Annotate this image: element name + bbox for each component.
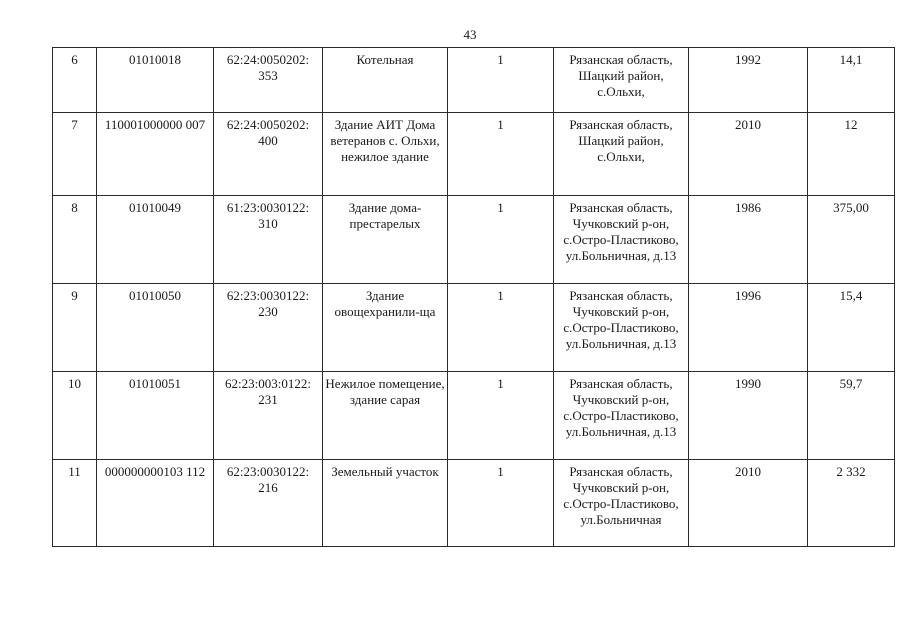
year: 2010 — [689, 113, 808, 196]
year: 1990 — [689, 372, 808, 460]
address: Рязанская область, Чучковский р-он, с.Остро-Пластиково, ул.Больничная, д.13 — [554, 196, 689, 284]
area: 2 332 — [808, 460, 895, 547]
year: 2010 — [689, 460, 808, 547]
property-registry-table — [52, 47, 895, 547]
cadastral-number: 62:24:0050202: 353 — [214, 48, 323, 113]
table-row — [53, 48, 895, 113]
quantity: 1 — [448, 372, 554, 460]
quantity: 1 — [448, 196, 554, 284]
address: Рязанская область, Чучковский р-он, с.Остро-Пластиково, ул.Больничная, д.13 — [554, 372, 689, 460]
table-row — [53, 196, 895, 284]
inventory-number: 110001000000 007 — [97, 113, 214, 196]
object-name: Земельный участок — [323, 460, 448, 547]
address: Рязанская область, Шацкий район, с.Ольхи, — [554, 48, 689, 113]
cadastral-number: 61:23:0030122: 310 — [214, 196, 323, 284]
area: 15,4 — [808, 284, 895, 372]
address: Рязанская область, Шацкий район, с.Ольхи, — [554, 113, 689, 196]
row-number: 8 — [53, 196, 97, 284]
area: 14,1 — [808, 48, 895, 113]
table-row — [53, 113, 895, 196]
year: 1992 — [689, 48, 808, 113]
area: 12 — [808, 113, 895, 196]
row-number: 6 — [53, 48, 97, 113]
quantity: 1 — [448, 113, 554, 196]
row-number: 7 — [53, 113, 97, 196]
object-name: Нежилое помещение, здание сарая — [323, 372, 448, 460]
inventory-number: 01010050 — [97, 284, 214, 372]
area: 375,00 — [808, 196, 895, 284]
inventory-number: 000000000103 112 — [97, 460, 214, 547]
inventory-number: 01010051 — [97, 372, 214, 460]
area: 59,7 — [808, 372, 895, 460]
inventory-number: 01010049 — [97, 196, 214, 284]
year: 1996 — [689, 284, 808, 372]
row-number: 9 — [53, 284, 97, 372]
row-number: 11 — [53, 460, 97, 547]
object-name: Здание овощехранили-ща — [323, 284, 448, 372]
address: Рязанская область, Чучковский р-он, с.Остро-Пластиково, ул.Больничная — [554, 460, 689, 547]
quantity: 1 — [448, 48, 554, 113]
address: Рязанская область, Чучковский р-он, с.Остро-Пластиково, ул.Больничная, д.13 — [554, 284, 689, 372]
page-number: 43 — [463, 27, 477, 42]
object-name: Здание дома-престарелых — [323, 196, 448, 284]
cadastral-number: 62:23:0030122: 230 — [214, 284, 323, 372]
object-name: Здание АИТ Дома ветеранов с. Ольхи, нежилое здание — [323, 113, 448, 196]
row-number: 10 — [53, 372, 97, 460]
cadastral-number: 62:23:003:0122: 231 — [214, 372, 323, 460]
table-row — [53, 460, 895, 547]
inventory-number: 01010018 — [97, 48, 214, 113]
year: 1986 — [689, 196, 808, 284]
object-name: Котельная — [323, 48, 448, 113]
quantity: 1 — [448, 460, 554, 547]
table-row — [53, 372, 895, 460]
cadastral-number: 62:24:0050202: 400 — [214, 113, 323, 196]
table-row — [53, 284, 895, 372]
cadastral-number: 62:23:0030122: 216 — [214, 460, 323, 547]
quantity: 1 — [448, 284, 554, 372]
